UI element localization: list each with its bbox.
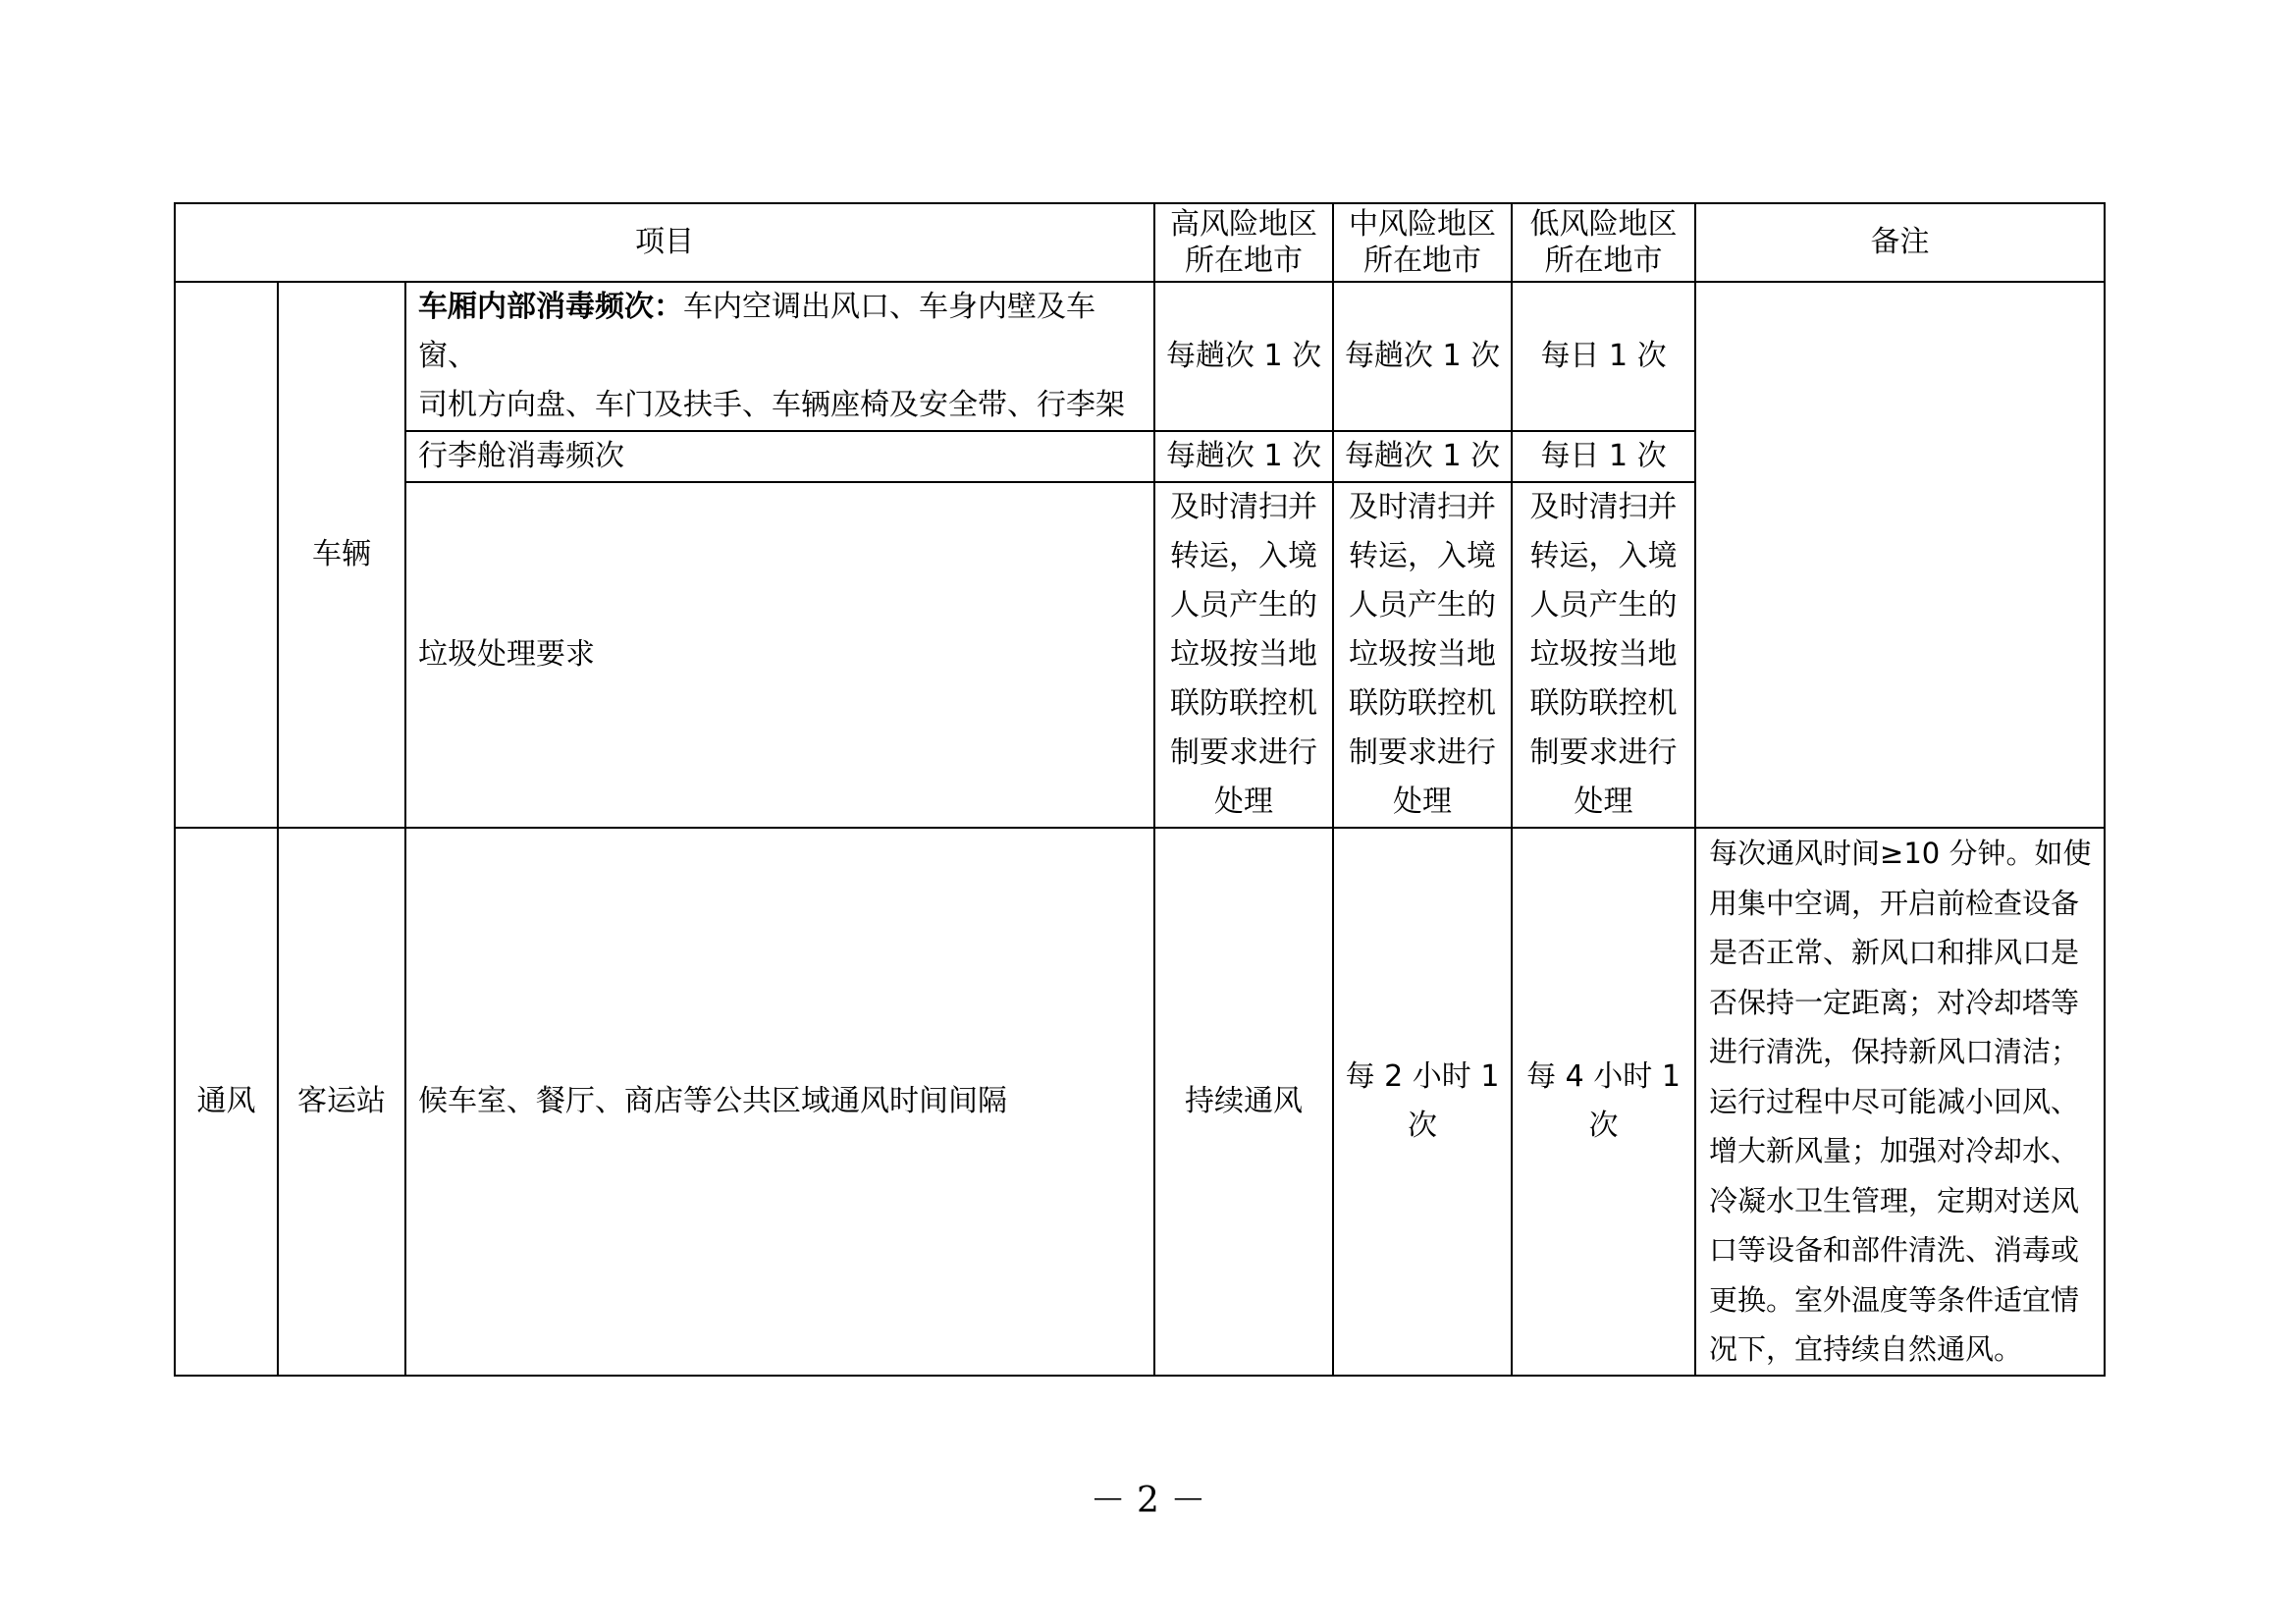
luggage-high: 每趟次 1 次 <box>1154 431 1333 482</box>
vehicle-subcategory: 车辆 <box>278 282 405 828</box>
ventilation-row <box>175 828 2105 1376</box>
garbage-mid <box>1333 482 1512 828</box>
garbage-mid-line: 制要求进行 <box>1349 735 1497 770</box>
garbage-high <box>1154 482 1333 828</box>
ventilation-mid-line1: 每 2 小时 1 <box>1345 1058 1500 1094</box>
garbage-item: 垃圾处理要求 <box>405 482 1154 828</box>
header-row <box>175 203 2105 282</box>
ventilation-low-line2: 次 <box>1588 1108 1619 1143</box>
garbage-low-line: 人员产生的 <box>1529 588 1678 623</box>
garbage-low-line: 联防联控机 <box>1529 686 1678 721</box>
ventilation-subcategory: 客运站 <box>278 828 405 1376</box>
header-mid-risk-line2: 所在地市 <box>1363 244 1482 278</box>
garbage-mid-line: 处理 <box>1393 785 1453 819</box>
remarks-line: 况下，宜持续自然通风。 <box>1709 1332 2023 1366</box>
ventilation-remarks <box>1695 828 2105 1376</box>
cabin-high: 每趟次 1 次 <box>1154 282 1333 431</box>
header-high-risk-line1: 高风险地区 <box>1170 207 1318 242</box>
ventilation-category: 通风 <box>175 828 278 1376</box>
garbage-high-line: 制要求进行 <box>1170 735 1318 770</box>
remarks-line: 更换。室外温度等条件适宜情 <box>1709 1282 2080 1317</box>
header-low-risk <box>1512 203 1695 282</box>
cabin-disinfection-line1 <box>418 283 1142 381</box>
garbage-low-line: 及时清扫并 <box>1529 490 1678 524</box>
ventilation-mid-line2: 次 <box>1408 1108 1438 1143</box>
cabin-mid: 每趟次 1 次 <box>1333 282 1512 431</box>
cabin-disinfection-title: 车厢内部消毒频次： <box>418 290 683 324</box>
header-low-risk-line1: 低风险地区 <box>1529 207 1678 242</box>
header-high-risk-line2: 所在地市 <box>1185 244 1304 278</box>
page-number: － 2 － <box>1090 1481 1206 1521</box>
garbage-low-line: 制要求进行 <box>1529 735 1678 770</box>
ventilation-low-line1: 每 4 小时 1 <box>1526 1058 1681 1094</box>
header-mid-risk-line1: 中风险地区 <box>1349 207 1497 242</box>
garbage-mid-line: 人员产生的 <box>1349 588 1497 623</box>
garbage-low <box>1512 482 1695 828</box>
remarks-line: 是否正常、新风口和排风口是 <box>1709 936 2080 969</box>
luggage-disinfection-item: 行李舱消毒频次 <box>405 431 1154 482</box>
ventilation-item: 候车室、餐厅、商店等公共区域通风时间间隔 <box>405 828 1154 1376</box>
remarks-line: 每次通风时间≥10 分钟。如使 <box>1709 837 2092 870</box>
garbage-mid-line: 联防联控机 <box>1349 686 1497 721</box>
ventilation-mid <box>1333 828 1512 1376</box>
garbage-mid-line: 及时清扫并 <box>1349 490 1497 524</box>
garbage-low-line: 处理 <box>1574 785 1633 819</box>
garbage-high-line: 处理 <box>1214 785 1274 819</box>
remarks-line: 冷凝水卫生管理，定期对送风 <box>1709 1183 2080 1218</box>
cabin-disinfection-item <box>405 282 1154 431</box>
disinfection-table <box>174 202 2106 1377</box>
remarks-line: 否保持一定距离；对冷却塔等 <box>1709 985 2080 1019</box>
garbage-low-line: 转运，入境 <box>1529 539 1678 573</box>
vehicle-category-cell <box>175 282 278 828</box>
cabin-low: 每日 1 次 <box>1512 282 1695 431</box>
remarks-line: 运行过程中尽可能减小回风、 <box>1709 1084 2080 1118</box>
header-item: 项目 <box>175 203 1154 282</box>
remarks-line: 用集中空调，开启前检查设备 <box>1709 886 2080 920</box>
header-low-risk-line2: 所在地市 <box>1544 244 1663 278</box>
garbage-mid-line: 垃圾按当地 <box>1349 637 1497 672</box>
luggage-low: 每日 1 次 <box>1512 431 1695 482</box>
header-mid-risk <box>1333 203 1512 282</box>
garbage-mid-line: 转运，入境 <box>1349 539 1497 573</box>
garbage-low-line: 垃圾按当地 <box>1529 637 1678 672</box>
remarks-line: 增大新风量；加强对冷却水、 <box>1709 1134 2080 1167</box>
remarks-line: 口等设备和部件清洗、消毒或 <box>1709 1233 2080 1267</box>
vehicle-disinfection-row <box>175 282 2105 431</box>
ventilation-high: 持续通风 <box>1154 828 1333 1376</box>
cabin-disinfection-text1: 车内空调出风口、车身内壁及车窗、 <box>418 290 1095 373</box>
header-high-risk <box>1154 203 1333 282</box>
garbage-high-line: 人员产生的 <box>1170 588 1318 623</box>
garbage-high-line: 转运，入境 <box>1170 539 1318 573</box>
header-remarks: 备注 <box>1695 203 2105 282</box>
ventilation-low <box>1512 828 1695 1376</box>
garbage-high-line: 垃圾按当地 <box>1170 637 1318 672</box>
remarks-line: 进行清洗，保持新风口清洁； <box>1709 1035 2080 1068</box>
vehicle-remarks-cell <box>1695 282 2105 828</box>
garbage-high-line: 及时清扫并 <box>1170 490 1318 524</box>
garbage-high-line: 联防联控机 <box>1170 686 1318 721</box>
luggage-mid: 每趟次 1 次 <box>1333 431 1512 482</box>
cabin-disinfection-text2: 司机方向盘、车门及扶手、车辆座椅及安全带、行李架 <box>418 388 1125 422</box>
